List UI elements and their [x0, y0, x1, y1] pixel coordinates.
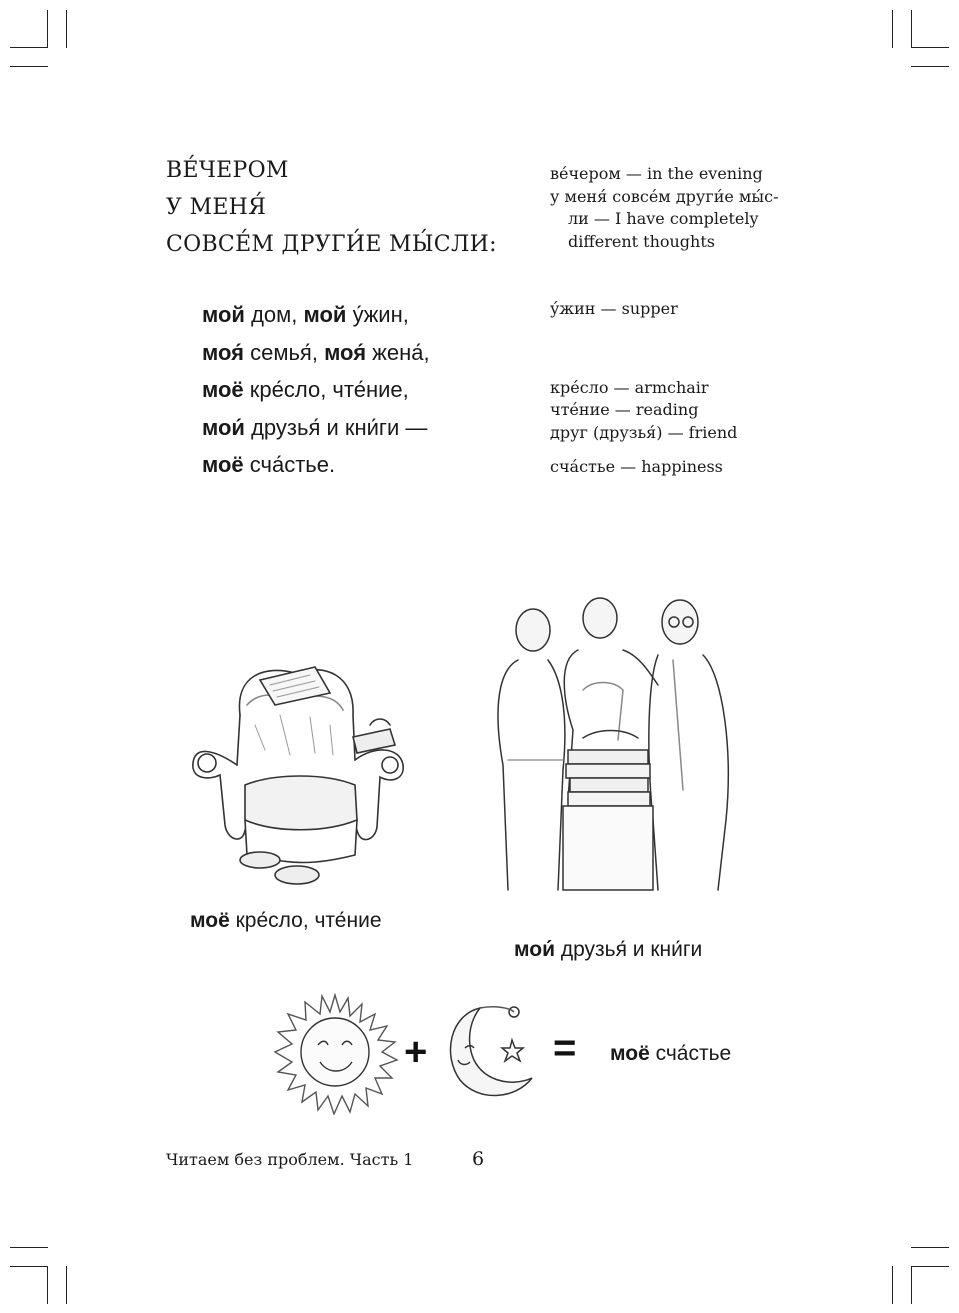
- moon-icon: [440, 1000, 540, 1105]
- title-line-1: ВЕ́ЧЕРОМ: [166, 158, 289, 183]
- armchair-illustration: [185, 655, 415, 895]
- title-line-2: У МЕНЯ́: [166, 195, 267, 220]
- sun-icon: [270, 990, 400, 1115]
- poem-line: моё сча́стье.: [202, 452, 336, 477]
- caption-friends: мои́ друзья́ и кни́ги: [514, 938, 703, 961]
- friends-illustration: [488, 590, 738, 900]
- gloss-reading: чте́ние — reading: [550, 400, 699, 419]
- caption-armchair: моё кре́сло, чте́ние: [190, 909, 382, 932]
- gloss-evening: [550, 163, 778, 253]
- poem-line: моя́ семья́, моя́ жена́,: [202, 340, 430, 365]
- poem-line: моё кре́сло, чте́ние,: [202, 377, 409, 402]
- title-line-3: СОВСЕ́М ДРУГИ́Е МЫ́СЛИ:: [166, 232, 497, 257]
- page-number: 6: [472, 1148, 485, 1170]
- gloss-line: у меня́ совсе́м други́е мы́с-: [550, 186, 779, 206]
- equals-sign: =: [553, 1026, 577, 1070]
- footer-book-title: Читаем без проблем. Часть 1: [166, 1150, 414, 1169]
- gloss-armchair: кре́сло — armchair: [550, 378, 709, 397]
- gloss-line: ве́чером — in the evening: [550, 164, 763, 183]
- caption-happiness: моё сча́стье: [610, 1042, 732, 1065]
- plus-sign: +: [404, 1030, 428, 1074]
- gloss-line: ли — I have completely: [568, 209, 759, 228]
- poem-line: мои́ друзья́ и кни́ги —: [202, 415, 428, 440]
- gloss-supper: у́жин — supper: [550, 299, 678, 318]
- gloss-happiness: сча́стье — happiness: [550, 457, 723, 476]
- gloss-line: different thoughts: [568, 231, 715, 251]
- gloss-friend: друг (друзья́) — friend: [550, 423, 738, 442]
- poem-line: мой дом, мой у́жин,: [202, 302, 409, 327]
